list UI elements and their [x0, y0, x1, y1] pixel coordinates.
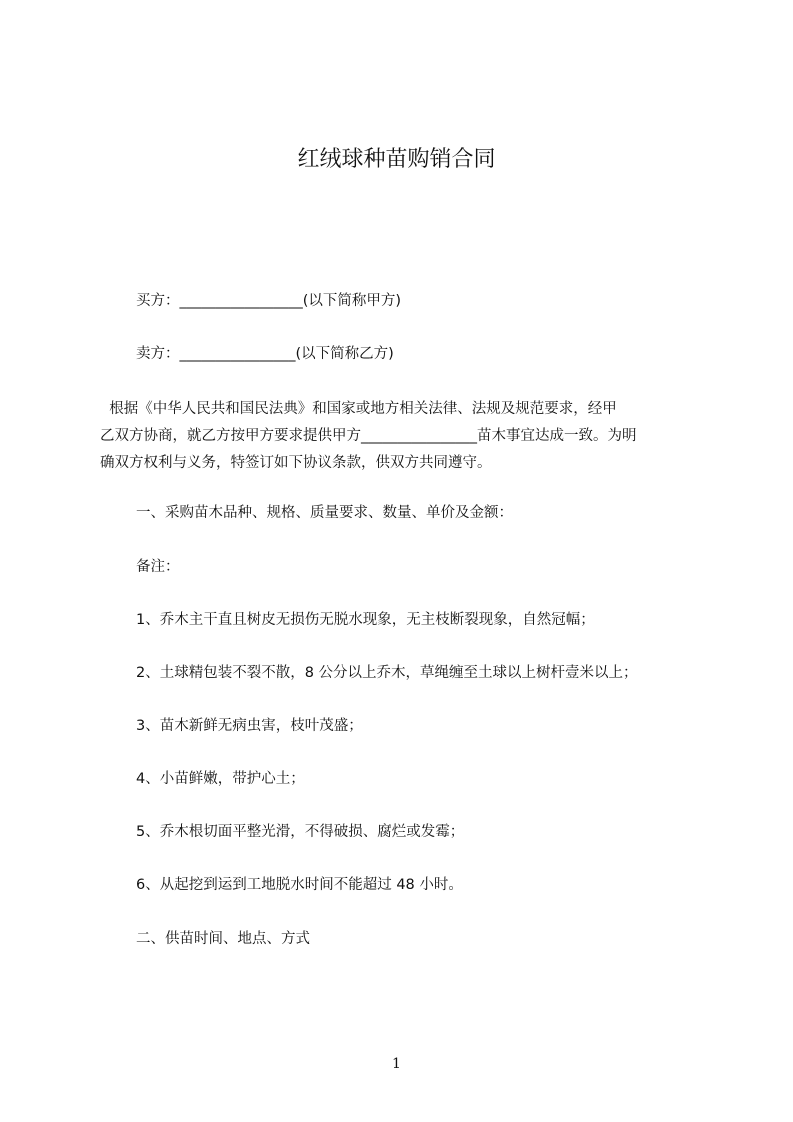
intro-line-1: 根据《中华人民共和国民法典》和国家或地方相关法律、法规及规范要求，经甲 [100, 401, 617, 417]
section-1-heading: 一、采购苗木品种、规格、质量要求、数量、单价及金额： [136, 505, 513, 521]
note-item-5: 5、乔木根切面平整光滑，不得破损、腐烂或发霉； [136, 824, 465, 840]
notes-label: 备注： [136, 559, 180, 575]
note-item-3: 3、苗木新鲜无病虫害，枝叶茂盛； [136, 718, 363, 734]
intro-paragraph [100, 396, 700, 477]
section-2-heading: 二、供苗时间、地点、方式 [136, 931, 310, 947]
document-title: 红绒球种苗购销合同 [297, 147, 496, 172]
buyer-line: 买方：_________________(以下简称甲方) [136, 293, 402, 309]
intro-line-3: 确双方权利与义务，特签订如下协议条款，供双方共同遵守。 [100, 455, 492, 471]
note-item-4: 4、小苗鲜嫩，带护心土； [136, 771, 305, 787]
note-item-2: 2、土球精包装不裂不散，8 公分以上乔木，草绳缠至土球以上树杆壹米以上； [136, 665, 638, 681]
note-item-6: 6、从起挖到运到工地脱水时间不能超过 48 小时。 [136, 877, 463, 893]
note-item-1: 1、乔木主干直且树皮无损伤无脱水现象，无主枝断裂现象，自然冠幅； [136, 612, 595, 628]
page-number: 1 [392, 1056, 401, 1072]
intro-line-2: 乙双方协商，就乙方按甲方要求提供甲方________________苗木事宜达成一致。为明 [100, 428, 637, 444]
seller-line: 卖方：________________(以下简称乙方) [136, 346, 394, 362]
